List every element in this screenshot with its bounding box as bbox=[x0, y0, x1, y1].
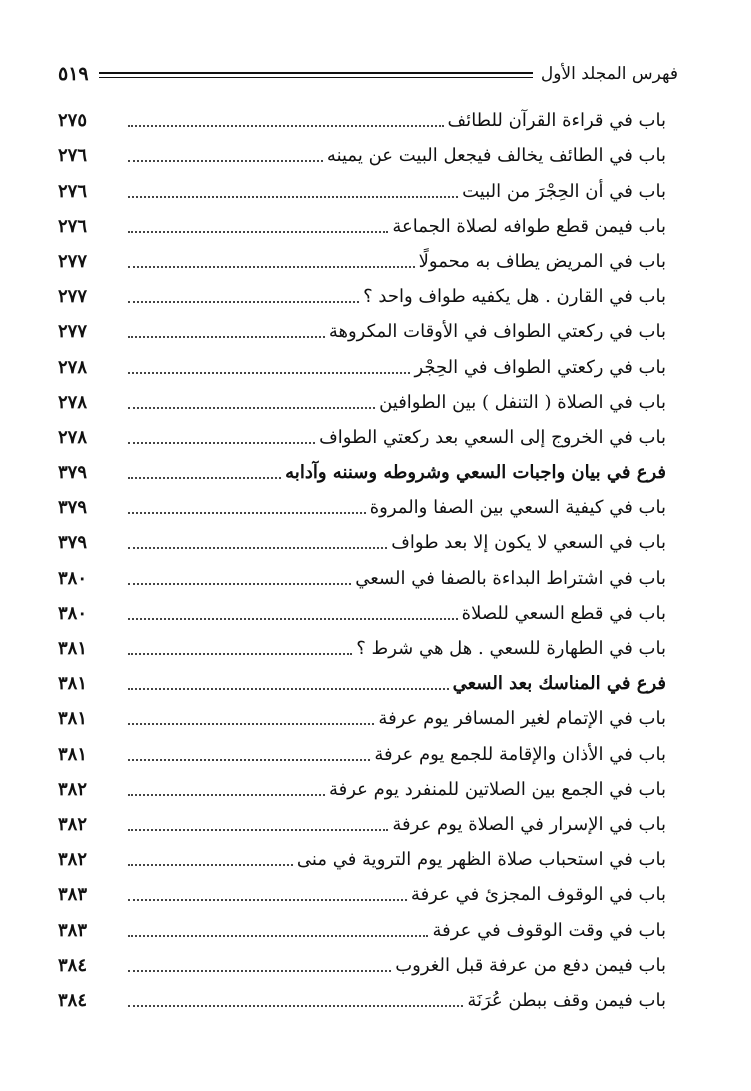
dot-leader bbox=[128, 688, 449, 690]
header-page-number: ٥١٩ bbox=[58, 63, 89, 85]
toc-entry bbox=[58, 802, 666, 837]
dot-leader bbox=[128, 477, 281, 479]
toc-entry bbox=[58, 415, 666, 450]
toc-entry-title: باب في الصلاة ( التنفل ) بين الطوافين bbox=[379, 391, 666, 413]
toc-entry bbox=[58, 978, 666, 1013]
toc-entry-page: ٢٧٦ bbox=[58, 145, 88, 167]
toc-entry-page: ٣٨٠ bbox=[58, 602, 88, 624]
toc-entry bbox=[58, 696, 666, 731]
toc-entry-title: باب في القارن . هل يكفيه طواف واحد ؟ bbox=[363, 286, 666, 308]
toc-entry-title: باب في استحباب صلاة الظهر يوم التروية في منى bbox=[296, 849, 666, 871]
toc-entry-page: ٣٨٤ bbox=[58, 989, 88, 1011]
toc-entry bbox=[58, 168, 666, 203]
toc-entry-page: ٣٨١ bbox=[58, 708, 88, 730]
toc-entry-title: باب فيمن وقف ببطن عُرَنَة bbox=[467, 989, 666, 1011]
toc-entry-title: باب في أن الحِجْرَ من البيت bbox=[462, 180, 666, 202]
toc-entry-title: باب فيمن دفع من عرفة قبل الغروب bbox=[395, 954, 666, 976]
dot-leader bbox=[128, 723, 374, 725]
dot-leader bbox=[128, 864, 293, 866]
toc-entry bbox=[58, 133, 666, 168]
toc-entry bbox=[58, 626, 666, 661]
header-title: فهرس المجلد الأول bbox=[540, 64, 678, 84]
dot-leader bbox=[128, 1005, 463, 1007]
toc-entry bbox=[58, 555, 666, 590]
dot-leader bbox=[128, 442, 315, 444]
toc-entry-title: باب في السعي لا يكون إلا بعد طواف bbox=[391, 532, 666, 554]
toc-section-heading bbox=[58, 450, 666, 485]
dot-leader bbox=[128, 336, 325, 338]
toc-entry bbox=[58, 591, 666, 626]
toc-entry-page: ٢٧٨ bbox=[58, 356, 88, 378]
toc-entry-page: ٢٧٧ bbox=[58, 286, 88, 308]
toc-entry bbox=[58, 380, 666, 415]
toc-section-heading bbox=[58, 661, 666, 696]
toc-entry-title: فرع في بيان واجبات السعي وشروطه وسننه وآدابه bbox=[285, 462, 666, 484]
toc-entry-page: ٣٧٩ bbox=[58, 462, 88, 484]
dot-leader bbox=[128, 794, 325, 796]
toc-entry-title: باب في الوقوف المجزئ في عرفة bbox=[410, 884, 666, 906]
toc-entry-title: باب في الطهارة للسعي . هل هي شرط ؟ bbox=[356, 638, 666, 659]
toc-entry-page: ٣٨١ bbox=[58, 638, 88, 659]
toc-entry-page: ٣٨١ bbox=[58, 673, 88, 695]
toc-entry-page: ٣٧٩ bbox=[58, 497, 88, 519]
dot-leader bbox=[128, 196, 458, 198]
toc-entry-title: باب في الإسرار في الصلاة يوم عرفة bbox=[392, 813, 666, 835]
toc-entry-title: باب في ركعتي الطواف في الأوقات المكروهة bbox=[328, 321, 666, 343]
dot-leader bbox=[128, 547, 387, 549]
dot-leader bbox=[128, 935, 428, 937]
toc-entry-page: ٣٨٣ bbox=[58, 919, 88, 941]
toc-entry-page: ٢٧٦ bbox=[58, 180, 88, 202]
toc-entry bbox=[58, 907, 666, 942]
toc-entry-page: ٣٧٩ bbox=[58, 532, 88, 554]
dot-leader bbox=[128, 899, 407, 901]
toc-entry bbox=[58, 731, 666, 766]
toc-entry-title: باب في الخروج إلى السعي بعد ركعتي الطواف bbox=[319, 426, 666, 448]
toc-entry bbox=[58, 485, 666, 520]
toc-entry-page: ٣٨٢ bbox=[58, 778, 88, 800]
toc-entry-page: ٣٨٢ bbox=[58, 813, 88, 835]
dot-leader bbox=[128, 583, 351, 585]
dot-leader bbox=[128, 653, 352, 655]
header-rule bbox=[99, 72, 533, 78]
toc-entry-page: ٣٨١ bbox=[58, 743, 88, 765]
toc-entry-title: باب في كيفية السعي بين الصفا والمروة bbox=[369, 497, 666, 519]
toc-entry bbox=[58, 309, 666, 344]
toc-entry-title: باب في الطائف يخالف فيجعل البيت عن يمينه bbox=[326, 145, 666, 167]
toc-entry-title: باب في الإتمام لغير المسافر يوم عرفة bbox=[378, 708, 666, 730]
toc-entry-title: باب في اشتراط البداءة بالصفا في السعي bbox=[355, 567, 666, 589]
table-of-contents bbox=[58, 98, 666, 1013]
toc-entry bbox=[58, 520, 666, 555]
toc-entry bbox=[58, 274, 666, 309]
toc-entry-page: ٢٧٥ bbox=[58, 110, 88, 132]
toc-entry-page: ٢٧٧ bbox=[58, 321, 88, 343]
toc-entry-title: باب في وقت الوقوف في عرفة bbox=[432, 919, 666, 941]
toc-entry bbox=[58, 204, 666, 239]
toc-entry-title: باب في الأذان والإقامة للجمع يوم عرفة bbox=[374, 743, 666, 765]
toc-entry-page: ٢٧٧ bbox=[58, 250, 88, 272]
toc-entry-title: فرع في المناسك بعد السعي bbox=[452, 673, 666, 695]
toc-entry-page: ٣٨٣ bbox=[58, 884, 88, 906]
dot-leader bbox=[128, 301, 359, 303]
toc-entry bbox=[58, 837, 666, 872]
toc-entry bbox=[58, 344, 666, 379]
toc-entry-page: ٣٨٠ bbox=[58, 567, 88, 589]
toc-entry bbox=[58, 98, 666, 133]
toc-entry-page: ٢٧٨ bbox=[58, 391, 88, 413]
toc-entry-page: ٢٧٦ bbox=[58, 215, 88, 237]
toc-entry bbox=[58, 872, 666, 907]
toc-entry-title: باب في ركعتي الطواف في الحِجْر bbox=[414, 356, 666, 378]
dot-leader bbox=[128, 266, 415, 268]
toc-entry-page: ٢٧٨ bbox=[58, 426, 88, 448]
toc-entry-page: ٣٨٤ bbox=[58, 954, 88, 976]
dot-leader bbox=[128, 829, 388, 831]
toc-entry-title: باب في قطع السعي للصلاة bbox=[461, 602, 666, 624]
dot-leader bbox=[128, 970, 391, 972]
dot-leader bbox=[128, 231, 388, 233]
toc-entry-page: ٣٨٢ bbox=[58, 849, 88, 871]
dot-leader bbox=[128, 759, 370, 761]
dot-leader bbox=[128, 372, 410, 374]
toc-entry bbox=[58, 943, 666, 978]
dot-leader bbox=[128, 407, 375, 409]
toc-entry bbox=[58, 239, 666, 274]
running-header bbox=[58, 60, 678, 88]
dot-leader bbox=[128, 125, 444, 127]
dot-leader bbox=[128, 512, 366, 514]
dot-leader bbox=[128, 160, 323, 162]
toc-entry-title: باب في الجمع بين الصلاتين للمنفرد يوم عرفة bbox=[328, 778, 666, 800]
toc-entry bbox=[58, 767, 666, 802]
toc-entry-title: باب فيمن قطع طوافه لصلاة الجماعة bbox=[392, 215, 666, 237]
toc-entry-title: باب في قراءة القرآن للطائف bbox=[447, 110, 666, 132]
toc-entry-title: باب في المريض يطاف به محمولًا bbox=[418, 250, 666, 272]
dot-leader bbox=[128, 618, 458, 620]
